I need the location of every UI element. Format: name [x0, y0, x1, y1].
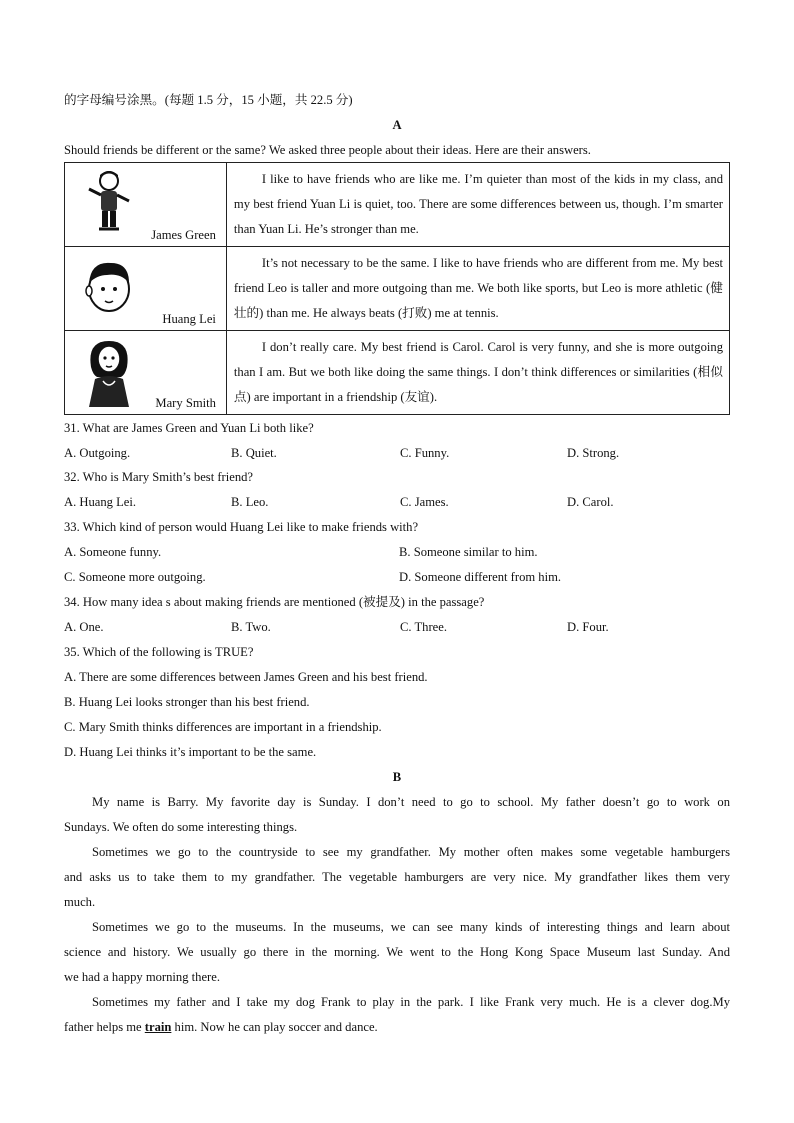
answer-option[interactable]: D. Huang Lei thinks it’s important to be the same.	[64, 745, 317, 759]
answer-option[interactable]: D. Carol.	[567, 495, 614, 509]
answer-option[interactable]: B. Someone similar to him.	[399, 545, 538, 559]
passage-line: we had a happy morning there.	[64, 970, 220, 984]
section-instruction: 的字母编号涂黑。(每题 1.5 分，15 小题，共 22.5 分)	[64, 93, 353, 107]
answer-option[interactable]: C. Three.	[400, 620, 447, 634]
question-stem: 33. Which kind of person would Huang Lei like to make friends with?	[64, 520, 419, 534]
passage-line	[64, 1021, 378, 1034]
key-word: train	[144, 1020, 172, 1034]
answer-cell	[226, 331, 729, 415]
friends-table	[64, 162, 730, 415]
answer-option[interactable]: A. There are some differences between James Green and his best friend.	[64, 670, 428, 684]
person-cell	[65, 247, 227, 331]
section-a-intro: Should friends be different or the same? We asked three people about their ideas. Here are their answers.	[64, 143, 591, 157]
answer-option[interactable]: C. Mary Smith thinks differences are important in a friendship.	[64, 720, 382, 734]
answer-option[interactable]: A. Huang Lei.	[64, 495, 137, 509]
person-answer: I like to have friends who are like me. I’m quieter than most of the kids in my class, and my best friend Yuan Li is quiet, too. There are some differences between us, though. I’m smarter than Yuan Li. He’s stronger than me.	[233, 172, 723, 236]
girl-cartoon-figure-icon	[77, 337, 141, 409]
person-cell	[65, 163, 227, 247]
boy-face-cartoon-icon	[77, 253, 141, 317]
passage-line: Sundays. We often do some interesting things.	[64, 820, 298, 834]
answer-option[interactable]: B. Leo.	[231, 495, 269, 509]
passage-line: and asks us to take them to my grandfather. The vegetable hamburgers are very nice. My grandfather likes them very	[64, 870, 730, 884]
answer-option[interactable]: D. Someone different from him.	[399, 570, 562, 584]
passage-text: father helps me	[64, 1020, 145, 1034]
person-name: James Green	[151, 228, 216, 243]
question-stem: 32. Who is Mary Smith’s best friend?	[64, 470, 254, 484]
passage-line: science and history. We usually go there in the morning. We went to the Hong Kong Space Museum last Sunday. And	[64, 945, 730, 959]
answer-option[interactable]: C. James.	[400, 495, 449, 509]
passage-text: him. Now he can play soccer and dance.	[171, 1020, 378, 1034]
question-stem: 31. What are James Green and Yuan Li both like?	[64, 421, 314, 435]
person-answer: It’s not necessary to be the same. I like to have friends who are different from me. My best friend Leo is taller and more outgoing than me. We both like sports, but Leo is more athletic (健壮的) than me. He always beats (打败) me at tennis.	[233, 256, 723, 320]
passage-line: much.	[64, 895, 96, 909]
answer-option[interactable]: A. Someone funny.	[64, 545, 162, 559]
question-stem: 34. How many idea s about making friends are mentioned (被提及) in the passage?	[64, 595, 485, 609]
boy-cartoon-figure-icon	[77, 169, 141, 235]
person-name: Huang Lei	[162, 312, 216, 327]
answer-option[interactable]: A. One.	[64, 620, 104, 634]
passage-line: Sometimes we go to the countryside to see my grandfather. My mother often makes some vegetable hamburgers	[92, 845, 730, 859]
section-b-title: B	[392, 770, 402, 784]
passage-line: Sometimes we go to the museums. In the museums, we can see many kinds of interesting things and learn about	[92, 920, 730, 934]
table-row	[65, 247, 730, 331]
answer-option[interactable]: A. Outgoing.	[64, 446, 131, 460]
answer-option[interactable]: B. Huang Lei looks stronger than his best friend.	[64, 695, 310, 709]
section-a-title: A	[392, 118, 402, 132]
question-stem: 35. Which of the following is TRUE?	[64, 645, 254, 659]
answer-option[interactable]: B. Two.	[231, 620, 271, 634]
answer-option[interactable]: B. Quiet.	[231, 446, 277, 460]
answer-option[interactable]: C. Funny.	[400, 446, 450, 460]
passage-line: My name is Barry. My favorite day is Sunday. I don’t need to go to school. My father doesn’t go to work on	[92, 795, 730, 809]
passage-line: Sometimes my father and I take my dog Frank to play in the park. I like Frank very much. He is a clever dog.My	[92, 995, 730, 1009]
person-cell	[65, 331, 227, 415]
answer-cell	[226, 247, 729, 331]
answer-option[interactable]: D. Four.	[567, 620, 609, 634]
table-row	[65, 331, 730, 415]
table-row	[65, 163, 730, 247]
answer-option[interactable]: D. Strong.	[567, 446, 620, 460]
person-answer: I don’t really care. My best friend is Carol. Carol is very funny, and she is more outgoing than I am. But we both like doing the same things. I don’t think differences or similarities (相似点) are important in a friendship (友谊).	[233, 340, 723, 404]
person-name: Mary Smith	[155, 396, 216, 411]
answer-option[interactable]: C. Someone more outgoing.	[64, 570, 206, 584]
answer-cell	[226, 163, 729, 247]
